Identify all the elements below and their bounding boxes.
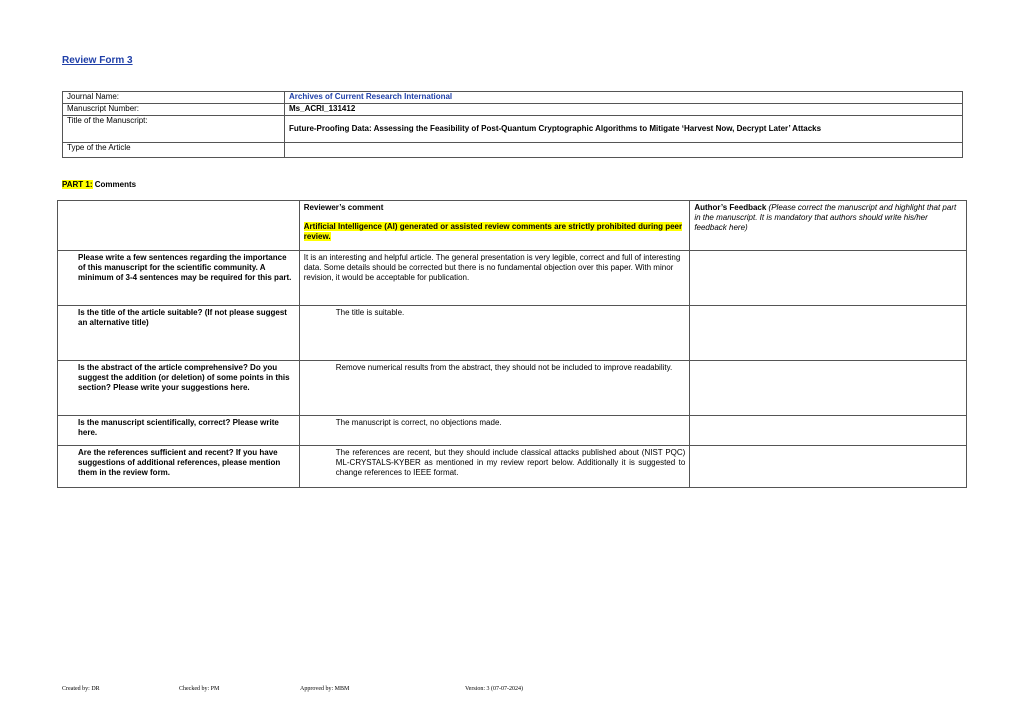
comment-cell: Remove numerical results from the abstract, they should not be included to improve readability. (299, 361, 690, 416)
comments-table (57, 200, 967, 488)
footer-version: Version: 3 (07-07-2024) (465, 686, 523, 692)
manuscript-title-value: Future-Proofing Data: Assessing the Feasibility of Post-Quantum Cryptographic Algorithms to Mitigate ‘Harvest Now, Decrypt Later’ Attacks (285, 116, 963, 143)
footer-approved-by: Approved by: MBM (300, 686, 350, 692)
manuscript-number-row (63, 104, 963, 116)
footer-created-by: Created by: DR (62, 686, 100, 692)
feedback-cell[interactable] (690, 251, 967, 306)
comment-cell: The manuscript is correct, no objections made. (299, 416, 690, 446)
author-feedback-header: Author’s Feedback (694, 203, 767, 212)
comment-cell: The title is suitable. (299, 306, 690, 361)
table-row (58, 251, 967, 306)
article-type-row (63, 143, 963, 158)
table-row (58, 446, 967, 488)
table-row (58, 416, 967, 446)
article-type-label: Type of the Article (63, 143, 285, 158)
question-cell: Is the abstract of the article comprehensive? Do you suggest the addition (or deletion) of some points in this section? Please write your suggestions here. (58, 361, 300, 416)
manuscript-number-value: Ms_ACRI_131412 (285, 104, 963, 116)
article-type-value (285, 143, 963, 158)
author-feedback-header-cell (690, 201, 967, 251)
feedback-cell[interactable] (690, 446, 967, 488)
feedback-cell[interactable] (690, 416, 967, 446)
part1-label: PART 1: (62, 180, 93, 189)
question-cell: Is the manuscript scientifically, correct? Please write here. (58, 416, 300, 446)
table-row (58, 361, 967, 416)
journal-name-link[interactable]: Archives of Current Research International (289, 92, 453, 101)
ai-notice (304, 222, 686, 242)
part1-title: Comments (92, 180, 137, 189)
author-feedback-note: (Please correct the manuscript and highlight that part in the manuscript. It is mandatory that authors should write his/her feedback here) (694, 203, 957, 232)
form-title: Review Form 3 (62, 55, 133, 66)
question-cell: Are the references sufficient and recent? If you have suggestions of additional references, please mention them in the review form. (58, 446, 300, 488)
manuscript-title-label: Title of the Manuscript: (63, 116, 285, 143)
manuscript-number-label: Manuscript Number: (63, 104, 285, 116)
comments-header-row (58, 201, 967, 251)
footer-checked-by: Checked by: PM (179, 686, 220, 692)
feedback-cell[interactable] (690, 306, 967, 361)
manuscript-info-table (62, 91, 963, 158)
reviewer-comment-header: Reviewer’s comment (303, 203, 384, 212)
manuscript-title-row (63, 116, 963, 143)
ai-notice-text: Artificial Intelligence (AI) generated or assisted review comments are strictly prohibited during peer review. (303, 222, 683, 241)
journal-label: Journal Name: (63, 92, 285, 104)
question-cell: Please write a few sentences regarding the importance of this manuscript for the scientific community. A minimum of 3-4 sentences may be required for this part. (58, 251, 300, 306)
reviewer-comment-header-cell (299, 201, 690, 251)
question-cell: Is the title of the article suitable? (If not please suggest an alternative title) (58, 306, 300, 361)
comment-cell: It is an interesting and helpful article. The general presentation is very legible, correct and full of interesting data. Some details should be corrected but there is no fundamental objection over this paper. With minor revision, it would be acceptable for publication. (299, 251, 690, 306)
feedback-cell[interactable] (690, 361, 967, 416)
comment-cell: The references are recent, but they should include classical attacks published about (NIST PQC) ML-CRYSTALS-KYBER as mentioned in my review report below. Additionally it is suggested to change references to IEEE format. (299, 446, 690, 488)
table-row (58, 306, 967, 361)
journal-value (285, 92, 963, 104)
journal-row (63, 92, 963, 104)
part1-heading (62, 180, 136, 189)
question-header-cell (58, 201, 300, 251)
